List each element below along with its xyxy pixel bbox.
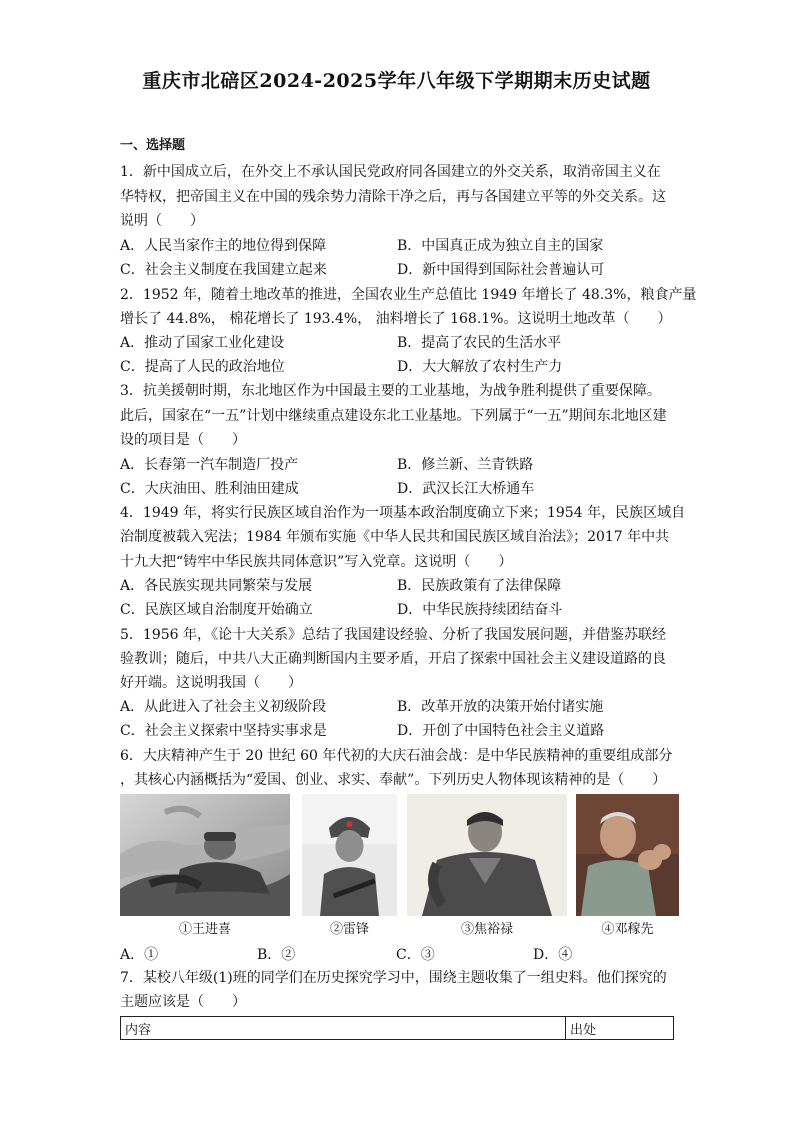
source-table xyxy=(120,1016,674,1040)
q1-line-3: 说明（ ） xyxy=(120,213,204,229)
q7-line-2: 主题应该是（ ） xyxy=(120,994,246,1010)
q5-option-a[interactable]: A．从此进入了社会主义初级阶段 xyxy=(120,699,327,715)
q5-line-1: 5．1956 年，《论十大关系》总结了我国建设经验、分析了我国发展问题，并借鉴苏联经 xyxy=(120,627,666,643)
q4-option-c[interactable]: C．民族区域自治制度开始确立 xyxy=(120,602,313,618)
q1-option-a[interactable]: A．人民当家作主的地位得到保障 xyxy=(120,238,327,254)
q1-line-2: 华特权，把帝国主义在中国的残余势力清除干净之后，再与各国建立平等的外交关系。这 xyxy=(120,189,666,205)
q4-option-b[interactable]: B．民族政策有了法律保障 xyxy=(397,578,562,594)
caption-4: ④邓稼先 xyxy=(601,922,654,937)
q2-option-a[interactable]: A．推动了国家工业化建设 xyxy=(120,335,285,351)
caption-3: ③焦裕禄 xyxy=(460,922,513,937)
q6-option-d[interactable]: D．④ xyxy=(533,947,573,963)
q2-option-b[interactable]: B．提高了农民的生活水平 xyxy=(397,335,562,351)
photo-lei-feng xyxy=(302,794,397,916)
photo-deng-jiaxian xyxy=(576,794,679,916)
q3-option-a[interactable]: A．长春第一汽车制造厂投产 xyxy=(120,457,299,473)
q5-option-c[interactable]: C．社会主义探索中坚持实事求是 xyxy=(120,723,327,739)
q3-line-3: 设的项目是（ ） xyxy=(120,432,246,448)
q7-line-1: 7．某校八年级(1)班的同学们在历史探究学习中，围绕主题收集了一组史料。他们探究的 xyxy=(120,970,667,986)
q3-option-d[interactable]: D．武汉长江大桥通车 xyxy=(397,481,535,497)
q2-option-d[interactable]: D．大大解放了农村生产力 xyxy=(397,359,563,375)
table-header-row xyxy=(121,1017,674,1040)
q1-line-1: 1．新中国成立后，在外交上不承认国民党政府同各国建立的外交关系，取消帝国主义在 xyxy=(120,164,661,180)
q3-option-b[interactable]: B．修兰新、兰青铁路 xyxy=(397,457,534,473)
q6-line-2: ，其核心内涵概括为“爱国、创业、求实、奉献”。下列历史人物体现该精神的是（ ） xyxy=(120,772,667,788)
page-title: 重庆市北碚区2024-2025学年八年级下学期期末历史试题 xyxy=(142,70,651,92)
q5-line-3: 好开端。这说明我国（ ） xyxy=(120,675,302,691)
q6-option-b[interactable]: B．② xyxy=(257,947,296,963)
q4-option-d[interactable]: D．中华民族持续团结奋斗 xyxy=(397,602,563,618)
q1-option-c[interactable]: C．社会主义制度在我国建立起来 xyxy=(120,262,327,278)
q4-line-2: 治制度被载入宪法；1984 年颁布实施《中华人民共和国民族区域自治法》；2017 年中共 xyxy=(120,529,670,545)
caption-2: ②雷锋 xyxy=(329,922,369,937)
q5-line-2: 验教训；随后，中共八大正确判断国内主要矛盾，开启了探索中国社会主义建设道路的良 xyxy=(120,651,666,667)
q2-option-c[interactable]: C．提高了人民的政治地位 xyxy=(120,359,285,375)
q2-line-2: 增长了 44.8%， 棉花增长了 193.4%， 油料增长了 168.1%。这说明土地改革（ ） xyxy=(120,311,672,327)
q3-line-2: 此后，国家在“一五”计划中继续重点建设东北工业基地。下列属于“一五”期间东北地区建 xyxy=(120,408,667,424)
q4-line-1: 4．1949 年，将实行民族区域自治作为一项基本政治制度确立下来；1954 年，民族区域自 xyxy=(120,505,686,521)
q5-option-d[interactable]: D．开创了中国特色社会主义道路 xyxy=(397,723,605,739)
q3-option-c[interactable]: C．大庆油田、胜利油田建成 xyxy=(120,481,299,497)
q5-option-b[interactable]: B．改革开放的决策开始付诸实施 xyxy=(397,699,604,715)
q6-option-c[interactable]: C．③ xyxy=(396,947,435,963)
caption-1: ①王进喜 xyxy=(178,922,231,937)
q6-line-1: 6．大庆精神产生于 20 世纪 60 年代初的大庆石油会战：是中华民族精神的重要组成部分 xyxy=(120,748,673,764)
q4-option-a[interactable]: A．各民族实现共同繁荣与发展 xyxy=(120,578,313,594)
q6-option-a[interactable]: A．① xyxy=(120,947,159,963)
q4-line-3: 十九大把“铸牢中华民族共同体意识”写入党章。这说明（ ） xyxy=(120,554,513,570)
table-header-content: 内容 xyxy=(121,1017,566,1040)
table-header-source: 出处 xyxy=(566,1017,674,1040)
photo-wang-jinxi xyxy=(120,794,290,916)
q1-option-d[interactable]: D．新中国得到国际社会普遍认可 xyxy=(397,262,605,278)
section-heading: 一、选择题 xyxy=(120,138,186,153)
q3-line-1: 3．抗美援朝时期，东北地区作为中国最主要的工业基地，为战争胜利提供了重要保障。 xyxy=(120,383,661,399)
q2-line-1: 2．1952 年，随着土地改革的推进，全国农业生产总值比 1949 年增长了 48.3%，粮食产量 xyxy=(120,287,697,303)
q1-option-b[interactable]: B．中国真正成为独立自主的国家 xyxy=(397,238,604,254)
photo-jiao-yulu xyxy=(407,794,567,916)
